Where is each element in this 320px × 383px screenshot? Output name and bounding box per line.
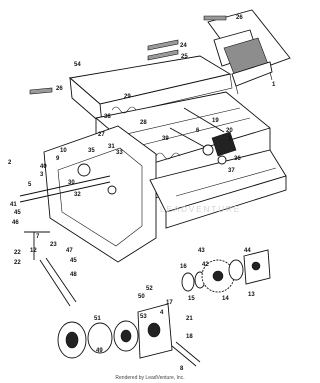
callout-label: 49 (96, 348, 103, 354)
callout-label: 25 (181, 54, 188, 60)
callout-label: 10 (60, 148, 67, 154)
watermark: LEADVENTURE (160, 205, 242, 214)
callout-label: 41 (10, 202, 17, 208)
seat-illustration (208, 10, 290, 94)
callout-label: 8 (180, 366, 184, 372)
callout-label: 50 (138, 294, 145, 300)
callout-label: 9 (56, 156, 60, 162)
callout-label: 24 (180, 43, 187, 49)
callout-label: 28 (140, 120, 147, 126)
callout-label: 42 (202, 262, 209, 268)
callout-label: 54 (74, 62, 81, 68)
callout-label: 33 (116, 150, 123, 156)
callout-label: 2 (8, 160, 12, 166)
callout-label: 47 (66, 248, 73, 254)
callout-label: 5 (28, 182, 32, 188)
callout-label: 45 (70, 258, 77, 264)
callout-label: 48 (70, 272, 77, 278)
footer-credit: Rendered by LeadVenture, Inc. (115, 375, 185, 381)
callout-label: 44 (244, 248, 251, 254)
callout-label: 46 (12, 220, 19, 226)
clutch-assembly (58, 304, 200, 366)
callout-label: 23 (50, 242, 57, 248)
callout-label: 26 (56, 86, 63, 92)
callout-label: 45 (14, 210, 21, 216)
callout-label: 15 (188, 296, 195, 302)
callout-label: 51 (94, 316, 101, 322)
callout-label: 1 (272, 82, 276, 88)
callout-label: 3 (40, 172, 44, 178)
callout-label: 12 (30, 248, 37, 254)
callout-label: 32 (74, 192, 81, 198)
callout-label: 20 (226, 128, 233, 134)
side-plate (44, 126, 156, 262)
callout-label: 40 (40, 164, 47, 170)
callout-label: 37 (228, 168, 235, 174)
callout-label: 35 (88, 148, 95, 154)
callout-label: 18 (186, 334, 193, 340)
callout-label: 53 (140, 314, 147, 320)
callout-label: 13 (248, 292, 255, 298)
callout-label: 3 (228, 136, 232, 142)
callout-label: 14 (222, 296, 229, 302)
callout-label: 7 (36, 234, 40, 240)
callout-label: 30 (68, 180, 75, 186)
callout-label: 27 (98, 132, 105, 138)
callout-label: 4 (160, 310, 164, 316)
callout-label: 29 (124, 94, 131, 100)
callout-label: 17 (166, 300, 173, 306)
callout-label: 16 (180, 264, 187, 270)
callout-label: 26 (236, 15, 243, 21)
callout-label: 52 (146, 286, 153, 292)
gear-assembly (182, 250, 270, 292)
callout-label: 39 (162, 136, 169, 142)
callout-label: 22 (14, 250, 21, 256)
callout-label: 19 (212, 118, 219, 124)
callout-label: 36 (234, 156, 241, 162)
callout-label: 38 (104, 114, 111, 120)
callout-label: 43 (198, 248, 205, 254)
callout-label: 21 (186, 316, 193, 322)
callout-label: 6 (196, 128, 200, 134)
callout-label: 31 (108, 144, 115, 150)
callout-label: 22 (14, 260, 21, 266)
